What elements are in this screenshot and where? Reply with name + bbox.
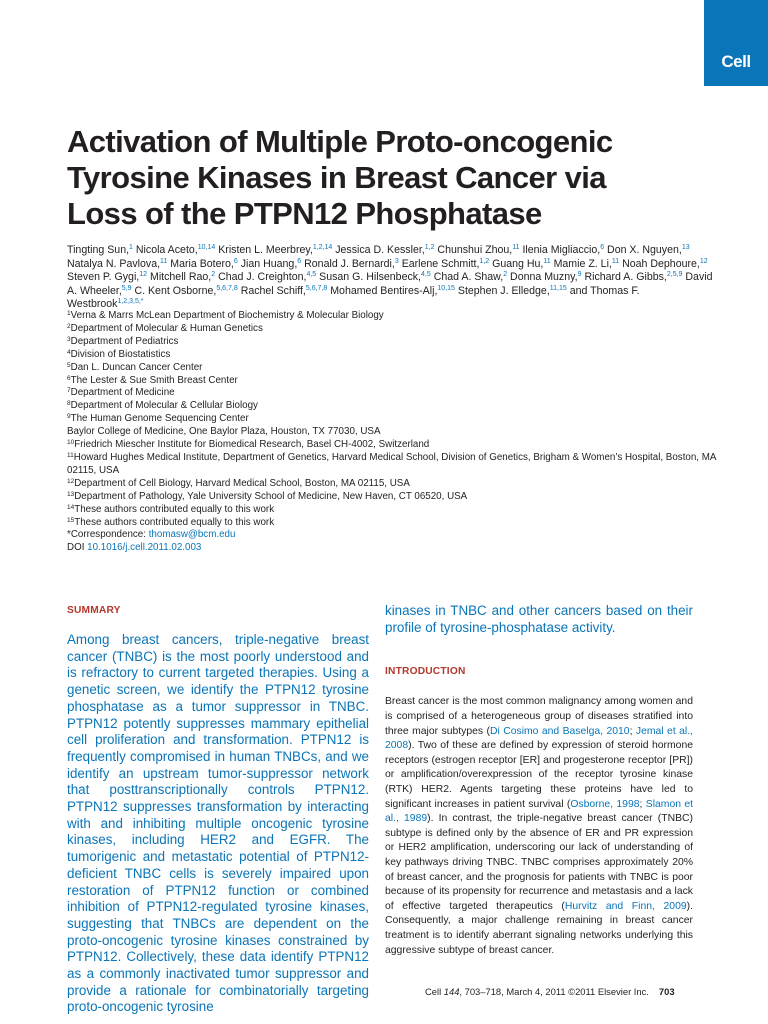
summary-continuation: kinases in TNBC and other cancers based on their profile of tyrosine-phosphatase activity. bbox=[385, 603, 693, 635]
affiliation-item bbox=[67, 426, 717, 439]
affiliation-item bbox=[67, 362, 717, 375]
author-affiliation-marker: 1,2,3,5,* bbox=[117, 298, 144, 306]
introduction-text-segment: ; bbox=[639, 798, 646, 810]
author-affiliation-marker: 1 bbox=[129, 244, 133, 251]
author-affiliation-marker: 10,15 bbox=[437, 284, 455, 292]
author-affiliation-marker: 6 bbox=[297, 257, 302, 265]
author-name: Mitchell Rao, bbox=[150, 271, 212, 284]
affiliation-text: Division of Biostatistics bbox=[70, 348, 171, 360]
affiliation-item bbox=[67, 517, 717, 530]
affiliation-marker: 9 bbox=[67, 413, 71, 421]
author-name: Nicola Aceto, bbox=[135, 244, 198, 256]
author-affiliation-marker: 12 bbox=[139, 271, 148, 279]
journal-logo-text: Cell bbox=[721, 52, 751, 71]
affiliation-text: Friedrich Miescher Institute for Biomedical Research, Basel CH-4002, Switzerland bbox=[74, 439, 430, 451]
introduction-text-segment: ). Two of these are defined by expression of steroid hormone receptors (estrogen receptor [ER] and progesterone receptor [PR]) or amplification/overexpression of the receptor tyrosine kinase (RTK) HER2. Agents targeting these proteins have led to significant increases in patient survival ( bbox=[385, 740, 693, 810]
affiliation-text: Department of Medicine bbox=[70, 387, 175, 399]
author-affiliation-marker: 11 bbox=[611, 257, 620, 265]
summary-text: Among breast cancers, triple-negative breast cancer (TNBC) is the most poorly understood and is refractory to current targeted therapies. Using a genetic screen, we identify the PTPN12 tyrosine phosphatase as a tumor suppressor in TNBC. PTPN12 potently suppresses mammary epithelial cell proliferation and transformation. PTPN12 is frequently compromised in human TNBCs, and we identify an upstream tumor-suppressor network that posttranscriptionally controls PTPN12. PTPN12 suppresses transformation by interacting with and inhibiting multiple oncogenic tyrosine kinases, including HER2 and EGFR. The tumorigenic and metastatic potential of PTPN12-deficient TNBC cells is severely impaired upon restoration of PTPN12 function or combined inhibition of PTPN12-regulated tyrosine kinases, suggesting that TNBCs are dependent on the proto-oncogenic tyrosine kinases constrained by PTPN12. Collectively, these data identify PTPN12 as a commonly inactivated tumor suppressor and provide a rationale for combinatorially targeting proto-oncogenic tyrosine bbox=[67, 632, 369, 1015]
author-name: Guang Hu, bbox=[492, 257, 544, 270]
affiliation-item bbox=[67, 413, 717, 426]
affiliation-text: Department of Pathology, Yale University School of Medicine, New Haven, CT 06520, USA bbox=[74, 490, 468, 502]
title-line-3: Loss of the PTPN12 Phosphatase bbox=[67, 196, 542, 231]
affiliation-text: Howard Hughes Medical Institute, Department of Genetics, Harvard Medical School, Division of Genetics, Brigham & Women’s Hospital, Boston, MA 02115, USA bbox=[67, 451, 716, 476]
affiliation-marker: 15 bbox=[67, 516, 75, 524]
title-line-1: Activation of Multiple Proto-oncogenic bbox=[67, 124, 613, 159]
affiliation-item bbox=[67, 491, 717, 504]
author-affiliation-marker: 5,9 bbox=[121, 284, 132, 292]
affiliation-item bbox=[67, 387, 717, 400]
affiliation-item bbox=[67, 375, 717, 388]
author-affiliation-marker: 1,2 bbox=[424, 244, 435, 251]
introduction-text-segment: ; bbox=[629, 725, 636, 737]
left-column bbox=[67, 604, 369, 1016]
author-affiliation-marker: 12 bbox=[699, 257, 708, 265]
author-affiliation-marker: 13 bbox=[681, 244, 690, 251]
affiliation-item bbox=[67, 310, 717, 323]
affiliation-marker: 13 bbox=[67, 490, 75, 498]
affiliation-text: Dan L. Duncan Cancer Center bbox=[70, 361, 203, 373]
author-name: Mamie Z. Li, bbox=[553, 257, 612, 270]
author-affiliation-marker: 9 bbox=[577, 271, 582, 279]
author-name: Tingting Sun, bbox=[67, 244, 130, 256]
author-name: Susan G. Hilsenbeck, bbox=[319, 271, 421, 284]
author-affiliation-marker: 5,6,7,8 bbox=[305, 284, 328, 292]
author-affiliation-marker: 4,5 bbox=[421, 271, 431, 279]
footer-journal: Cell bbox=[425, 986, 444, 997]
affiliation-marker: 5 bbox=[67, 361, 71, 369]
author-name: Don X. Nguyen, bbox=[607, 244, 682, 256]
affiliation-item bbox=[67, 349, 717, 362]
author-name: Steven P. Gygi, bbox=[67, 271, 140, 284]
page-footer bbox=[425, 986, 695, 997]
affiliation-text: Department of Pediatrics bbox=[70, 335, 179, 347]
introduction-text bbox=[385, 695, 693, 958]
affiliation-marker: 11 bbox=[67, 451, 74, 459]
affiliation-marker: 8 bbox=[67, 400, 71, 408]
affiliation-item bbox=[67, 504, 717, 517]
author-affiliation-marker: 4,5 bbox=[306, 271, 317, 279]
author-affiliation-marker: 11 bbox=[512, 244, 520, 251]
author-name: Kristen L. Meerbrey, bbox=[218, 244, 313, 256]
affiliation-text: Verna & Marrs McLean Department of Biochemistry & Molecular Biology bbox=[70, 310, 384, 321]
summary-heading: SUMMARY bbox=[67, 605, 121, 616]
citation-link[interactable]: Slamon et al., 1989 bbox=[385, 798, 693, 825]
affiliations-block bbox=[67, 310, 717, 555]
author-name: Jessica D. Kessler, bbox=[335, 244, 425, 256]
page-number: 703 bbox=[658, 986, 675, 997]
affiliation-marker: 1 bbox=[67, 310, 71, 317]
introduction-text-segment: ). Consequently, a major challenge remaining in breast cancer treatment is to identify aberrant signaling networks underlying this aggressive subtype of breast cancer. bbox=[385, 900, 693, 956]
affiliation-item bbox=[67, 400, 717, 413]
author-name: Stephen J. Elledge, bbox=[457, 284, 550, 297]
affiliation-marker: 3 bbox=[67, 335, 71, 343]
author-name: C. Kent Osborne, bbox=[134, 284, 217, 297]
footer-volume: 144 bbox=[443, 986, 460, 997]
right-column bbox=[385, 603, 693, 958]
author-name: David A. Wheeler, bbox=[67, 271, 713, 297]
affiliation-list bbox=[67, 310, 717, 529]
footer-citation: , 703–718, March 4, 2011 ©2011 Elsevier Inc. bbox=[459, 986, 649, 997]
author-affiliation-marker: 6 bbox=[600, 244, 605, 251]
author-name: Ronald J. Bernardi, bbox=[304, 257, 395, 270]
affiliation-marker: 6 bbox=[67, 374, 71, 382]
author-affiliation-marker: 5,6,7,8 bbox=[216, 284, 238, 292]
author-affiliation-marker: 2 bbox=[211, 271, 216, 279]
citation-link[interactable]: Di Cosimo and Baselga, 2010 bbox=[489, 725, 630, 737]
affiliation-item bbox=[67, 452, 717, 478]
author-affiliation-marker: 11 bbox=[543, 257, 551, 265]
affiliation-marker: 7 bbox=[67, 387, 71, 395]
citation-link[interactable]: Osborne, 1998 bbox=[570, 798, 640, 810]
author-affiliation-marker: 11,15 bbox=[549, 284, 567, 292]
article-title bbox=[67, 124, 687, 232]
author-name: Mohamed Bentires-Alj, bbox=[330, 284, 438, 297]
author-affiliation-marker: 1,2 bbox=[479, 257, 490, 265]
introduction-text-segment: ). In contrast, the triple-negative breast cancer (TNBC) subtype is defined only by the absence of ER and PR expression or HER2 amplification, underscoring our lack of understanding of key pathways driving TNBC. TNBC comprises approximately 20% of breast cancer, and the prognosis for patients with TNBC is poor because of its propensity for recurrence and metastasis and a lack of effective targeted therapeutics ( bbox=[385, 813, 693, 912]
author-name: and Thomas F. Westbrook bbox=[67, 284, 640, 311]
correspondence-email-link[interactable]: thomasw@bcm.edu bbox=[148, 529, 236, 541]
affiliation-text: These authors contributed equally to this work bbox=[74, 503, 275, 515]
doi-line: DOI 10.1016/j.cell.2011.02.003 bbox=[67, 542, 202, 554]
affiliation-text: Department of Molecular & Human Genetics bbox=[70, 322, 263, 334]
author-name: Chad J. Creighton, bbox=[218, 271, 307, 284]
correspondence-line: *Correspondence: thomasw@bcm.edu bbox=[67, 529, 236, 541]
author-affiliation-marker: 2,5,9 bbox=[666, 271, 683, 279]
citation-link[interactable]: Jemal et al., 2008 bbox=[385, 725, 693, 752]
author-name: Earlene Schmitt, bbox=[401, 257, 480, 270]
author-name: Jian Huang, bbox=[240, 257, 298, 270]
affiliation-marker: 12 bbox=[67, 477, 75, 485]
author-affiliation-marker: 11 bbox=[160, 257, 168, 265]
introduction-text-segment: Breast cancer is the most common malignancy among women and is comprised of a heterogeneous group of diseases stratified into three major subtypes ( bbox=[385, 696, 693, 737]
affiliation-item bbox=[67, 323, 717, 336]
author-affiliation-marker: 3 bbox=[394, 257, 399, 265]
title-line-2: Tyrosine Kinases in Breast Cancer via bbox=[67, 160, 606, 195]
affiliation-text: These authors contributed equally to this work bbox=[74, 516, 275, 528]
author-name: Rachel Schiff, bbox=[240, 284, 306, 297]
author-name: Noah Dephoure, bbox=[622, 257, 700, 270]
author-name: Maria Botero, bbox=[170, 257, 234, 270]
author-affiliation-marker: 10,14 bbox=[197, 244, 216, 251]
author-affiliation-marker: 6 bbox=[233, 257, 238, 265]
author-name: Natalya N. Pavlova, bbox=[67, 257, 161, 270]
author-list bbox=[67, 244, 717, 312]
author-name: Chad A. Shaw, bbox=[433, 271, 504, 284]
affiliation-text: Department of Molecular & Cellular Biology bbox=[70, 400, 258, 412]
affiliation-item bbox=[67, 336, 717, 349]
introduction-heading: INTRODUCTION bbox=[385, 666, 466, 678]
affiliation-item bbox=[67, 439, 717, 452]
author-name: Ilenia Migliaccio, bbox=[522, 244, 601, 256]
author-name: Donna Muzny, bbox=[510, 271, 578, 284]
affiliation-text: Department of Cell Biology, Harvard Medical School, Boston, MA 02115, USA bbox=[74, 477, 410, 489]
author-name: Richard A. Gibbs, bbox=[584, 271, 667, 284]
doi-link[interactable]: 10.1016/j.cell.2011.02.003 bbox=[87, 542, 202, 554]
affiliation-marker: 2 bbox=[67, 322, 71, 330]
citation-link[interactable]: Hurvitz and Finn, 2009 bbox=[564, 900, 687, 912]
affiliation-item bbox=[67, 478, 717, 491]
journal-logo-tab bbox=[704, 0, 768, 86]
affiliation-marker: 10 bbox=[67, 439, 75, 447]
author-name: Chunshui Zhou, bbox=[437, 244, 513, 256]
affiliation-marker: 4 bbox=[67, 348, 71, 356]
affiliation-text: The Human Genome Sequencing Center bbox=[70, 413, 249, 425]
author-affiliation-marker: 2 bbox=[503, 271, 508, 279]
affiliation-text: The Lester & Sue Smith Breast Center bbox=[70, 374, 238, 386]
affiliation-marker: 14 bbox=[67, 503, 75, 511]
affiliation-text: Baylor College of Medicine, One Baylor Plaza, Houston, TX 77030, USA bbox=[67, 426, 381, 438]
author-affiliation-marker: 1,2,14 bbox=[312, 244, 333, 251]
